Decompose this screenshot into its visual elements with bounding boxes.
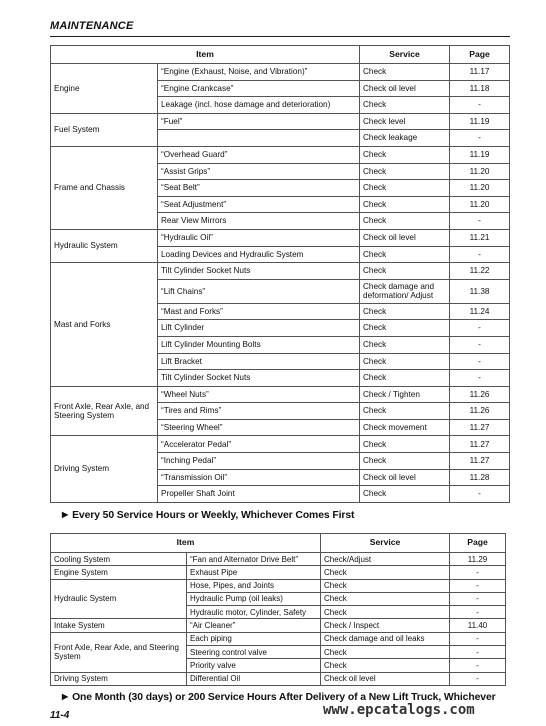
table-row: [51, 619, 506, 632]
page-cell: -: [450, 370, 510, 387]
page-cell: 11.20: [450, 180, 510, 197]
item-cell: “Mast and Forks”: [158, 303, 360, 320]
item-cell: “Overhead Guard”: [158, 146, 360, 163]
page-cell: -: [450, 320, 510, 337]
service-cell: Check: [360, 146, 450, 163]
triangle-bullet-icon: ▶: [62, 510, 69, 519]
page-cell: 11.38: [450, 279, 510, 303]
item-cell: “Accelerator Pedal”: [158, 436, 360, 453]
page-cell: 11.27: [450, 453, 510, 470]
item-cell: Tilt Cylinder Socket Nuts: [158, 370, 360, 387]
page-cell: -: [450, 246, 510, 263]
service-cell: Check oil level: [360, 229, 450, 246]
table-row: [51, 263, 510, 280]
page-cell: -: [450, 353, 510, 370]
service-cell: Check level: [360, 113, 450, 130]
system-group-cell: Engine: [51, 64, 158, 114]
table-row: [51, 229, 510, 246]
system-group-cell: Mast and Forks: [51, 263, 158, 387]
service-cell: Check movement: [360, 419, 450, 436]
column-header-item: Item: [51, 534, 321, 553]
service-cell: Check damage and deformation/ Adjust: [360, 279, 450, 303]
service-cell: Check: [321, 659, 450, 672]
column-header-item: Item: [51, 46, 360, 64]
table-row: [51, 146, 510, 163]
page-cell: -: [450, 130, 510, 147]
page-cell: 11.19: [450, 146, 510, 163]
table-row: [51, 672, 506, 685]
service-cell: Check: [360, 320, 450, 337]
item-cell: Steering control valve: [187, 646, 321, 659]
service-cell: Check: [321, 606, 450, 619]
page-cell: 11.18: [450, 80, 510, 97]
page-cell: 11.27: [450, 436, 510, 453]
item-cell: “Hydraulic Oil”: [158, 229, 360, 246]
service-cell: Check: [321, 566, 450, 579]
item-cell: Leakage (incl. hose damage and deterioration): [158, 97, 360, 114]
item-cell: Rear View Mirrors: [158, 213, 360, 230]
item-cell: “Assist Grips”: [158, 163, 360, 180]
service-cell: Check: [360, 64, 450, 81]
page-cell: 11.20: [450, 163, 510, 180]
service-cell: Check leakage: [360, 130, 450, 147]
table-row: [51, 579, 506, 592]
service-cell: Check: [360, 263, 450, 280]
item-cell: “Fuel”: [158, 113, 360, 130]
service-cell: Check: [360, 246, 450, 263]
item-cell: Tilt Cylinder Socket Nuts: [158, 263, 360, 280]
service-cell: Check: [360, 303, 450, 320]
item-cell: Hose, Pipes, and Joints: [187, 579, 321, 592]
system-group-cell: Fuel System: [51, 113, 158, 146]
item-cell: Lift Bracket: [158, 353, 360, 370]
header-row: [51, 534, 506, 553]
page-cell: -: [450, 672, 506, 685]
page-cell: -: [450, 606, 506, 619]
column-header-service: Service: [360, 46, 450, 64]
service-cell: Check: [321, 646, 450, 659]
page-cell: -: [450, 97, 510, 114]
page-cell: -: [450, 592, 506, 605]
service-cell: Check / Tighten: [360, 386, 450, 403]
page-cell: 11.17: [450, 64, 510, 81]
page-cell: -: [450, 646, 506, 659]
service-cell: Check / Inspect: [321, 619, 450, 632]
system-group-cell: Front Axle, Rear Axle, and Steering System: [51, 386, 158, 436]
maintenance-table-daily: [50, 45, 510, 503]
page-cell: -: [450, 213, 510, 230]
item-cell: “Air Cleaner”: [187, 619, 321, 632]
system-group-cell: Hydraulic System: [51, 229, 158, 262]
item-cell: “Inching Pedal”: [158, 453, 360, 470]
header-row: [51, 46, 510, 64]
service-cell: Check: [360, 213, 450, 230]
item-cell: “Lift Chains”: [158, 279, 360, 303]
item-cell: “Seat Belt”: [158, 180, 360, 197]
page-cell: -: [450, 336, 510, 353]
service-cell: Check: [360, 97, 450, 114]
system-group-cell: Front Axle, Rear Axle, and Steering System: [51, 632, 187, 672]
table-row: [51, 113, 510, 130]
table-row: [51, 566, 506, 579]
item-cell: “Engine Crankcase”: [158, 80, 360, 97]
system-group-cell: Driving System: [51, 436, 158, 502]
section-title: One Month (30 days) or 200 Service Hours After Delivery of a New Lift Truck, Whichever: [72, 692, 496, 703]
service-cell: Check: [360, 353, 450, 370]
page-cell: 11.22: [450, 263, 510, 280]
service-cell: Check: [360, 436, 450, 453]
column-header-service: Service: [321, 534, 450, 553]
page-cell: 11.19: [450, 113, 510, 130]
maintenance-table-50-hours: [50, 533, 506, 686]
item-cell: Hydraulic motor, Cylinder, Safety: [187, 606, 321, 619]
page-cell: 11.26: [450, 386, 510, 403]
page-cell: 11.26: [450, 403, 510, 420]
item-cell: Loading Devices and Hydraulic System: [158, 246, 360, 263]
service-cell: Check: [360, 163, 450, 180]
page-cell: 11.21: [450, 229, 510, 246]
item-cell: “Transmission Oil”: [158, 469, 360, 486]
item-cell: Lift Cylinder Mounting Bolts: [158, 336, 360, 353]
service-cell: Check: [321, 592, 450, 605]
table-row: [51, 64, 510, 81]
table-row: [51, 436, 510, 453]
column-header-page: Page: [450, 46, 510, 64]
page-cell: -: [450, 566, 506, 579]
service-cell: Check: [360, 453, 450, 470]
system-group-cell: Hydraulic System: [51, 579, 187, 619]
service-cell: Check: [321, 579, 450, 592]
watermark-text: www.epcatalogs.com: [323, 702, 475, 718]
item-cell: “Engine (Exhaust, Noise, and Vibration)”: [158, 64, 360, 81]
service-cell: Check oil level: [321, 672, 450, 685]
item-cell: [158, 130, 360, 147]
service-cell: Check: [360, 403, 450, 420]
service-cell: Check/Adjust: [321, 553, 450, 566]
table-row: [51, 386, 510, 403]
section-title: Every 50 Service Hours or Weekly, Whichever Comes First: [72, 510, 355, 521]
page-number: 11-4: [50, 710, 70, 721]
item-cell: “Seat Adjustment”: [158, 196, 360, 213]
page-cell: -: [450, 486, 510, 503]
page-header-title: MAINTENANCE: [50, 20, 134, 32]
table-row: [51, 553, 506, 566]
page-cell: 11.40: [450, 619, 506, 632]
service-cell: Check: [360, 196, 450, 213]
service-cell: Check: [360, 180, 450, 197]
page-cell: -: [450, 659, 506, 672]
item-cell: Exhaust Pipe: [187, 566, 321, 579]
service-cell: Check: [360, 370, 450, 387]
system-group-cell: Frame and Chassis: [51, 146, 158, 229]
system-group-cell: Intake System: [51, 619, 187, 632]
triangle-bullet-icon: ▶: [62, 692, 69, 701]
item-cell: Propeller Shaft Joint: [158, 486, 360, 503]
page-cell: 11.27: [450, 419, 510, 436]
service-cell: Check: [360, 486, 450, 503]
page-cell: -: [450, 579, 506, 592]
system-group-cell: Driving System: [51, 672, 187, 685]
page-cell: 11.28: [450, 469, 510, 486]
item-cell: Each piping: [187, 632, 321, 645]
service-cell: Check: [360, 336, 450, 353]
item-cell: “Tires and Rims”: [158, 403, 360, 420]
page-cell: 11.20: [450, 196, 510, 213]
item-cell: “Wheel Nuts”: [158, 386, 360, 403]
item-cell: Hydraulic Pump (oil leaks): [187, 592, 321, 605]
system-group-cell: Cooling System: [51, 553, 187, 566]
service-cell: Check oil level: [360, 469, 450, 486]
table-row: [51, 632, 506, 645]
item-cell: Lift Cylinder: [158, 320, 360, 337]
page-cell: 11.24: [450, 303, 510, 320]
section-heading-50-hours: [62, 510, 354, 521]
service-cell: Check oil level: [360, 80, 450, 97]
column-header-page: Page: [450, 534, 506, 553]
item-cell: Priority valve: [187, 659, 321, 672]
header-divider: [50, 36, 510, 37]
service-cell: Check damage and oil leaks: [321, 632, 450, 645]
item-cell: Differential Oil: [187, 672, 321, 685]
page-cell: -: [450, 632, 506, 645]
page-cell: 11.29: [450, 553, 506, 566]
system-group-cell: Engine System: [51, 566, 187, 579]
item-cell: “Steering Wheel”: [158, 419, 360, 436]
item-cell: “Fan and Alternator Drive Belt”: [187, 553, 321, 566]
